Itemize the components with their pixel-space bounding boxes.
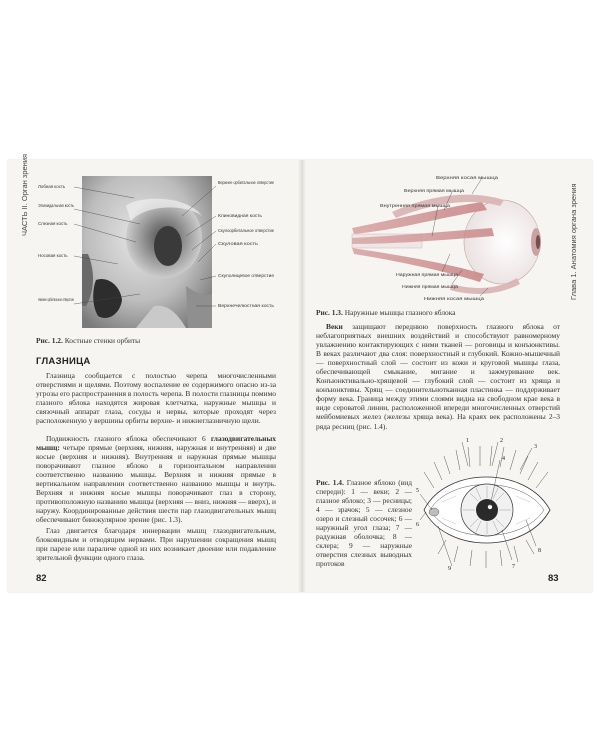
- eye-front-number-8: 8: [538, 548, 541, 554]
- skull-label-lacrimal: Слезная кость: [38, 221, 68, 226]
- muscle-label-lateral-rectus: Наружная прямая мышца: [396, 272, 459, 277]
- muscle-label-inferior-rectus: Нижняя прямая мышца: [402, 284, 459, 289]
- skull-label-maxilla: Верхнечелюстная кость: [218, 303, 275, 308]
- muscle-label-superior-rectus: Верхняя прямая мышца: [404, 188, 465, 193]
- figure-skull-orbit: [36, 176, 276, 332]
- skull-label-superior-orbital: Верхнее орбитальное отверстие: [218, 180, 275, 185]
- eye-front-number-4: 4: [502, 456, 505, 462]
- skull-label-zygomaticofacial: Скулолицевое отверстие: [218, 273, 275, 278]
- muscle-label-superior-oblique: Верхняя косая мышца: [436, 175, 499, 180]
- figure-eye-front: [416, 436, 562, 572]
- skull-label-zygomatico-orbital: Скулоорбитальное отверстие: [218, 228, 275, 233]
- eye-front-number-5: 5: [416, 488, 419, 494]
- eye-front-number-3: 3: [534, 444, 537, 450]
- skull-label-sphenoid: Клиновидная кость: [218, 213, 263, 218]
- figure-eye-muscles: [332, 172, 552, 304]
- skull-label-frontal: Лобная кость: [38, 184, 66, 189]
- skull-label-ethmoid: Этмоидальная кость: [38, 203, 75, 208]
- eye-front-number-2: 2: [500, 438, 503, 444]
- eyelids-paragraph-rest: защищают переднюю поверхность глазного яблока от неблагоприятных внешних воздействий и способствуют равномерному увлажнению контактирующих с ними тканей — роговицы и конъюнктивы. В веках различают два слоя: поверхностный и глубокий. Кожно-мышечный — поверхностный слой — состоит из кожи и круговой мышцы глаза, обеспечивающей смыкание, мигание и зажмуривание век. Конъюнктивально-хрящевой — глубокий слой — состоит из хряща и конъюнктивы. Хрящ — соединительнотканная пластинка — поддерживает форму века. Граница между этими слоями видна на свободном крае века в виде сероватой линии, расположенной впереди многочисленных отверстий мейбомиевых желез (железы хряща века). На краях век расположены 2–3 ряда ресниц (рис. 1.4).: [316, 322, 561, 431]
- orbit-paragraph-2-bold: глазодвигательных мышц:: [36, 434, 276, 453]
- skull-label-nasal: Носовая кость: [38, 253, 68, 258]
- eye-front-number-1: 1: [466, 438, 469, 444]
- page-number-right: 83: [548, 573, 559, 584]
- figure-1-3-caption: [316, 308, 556, 317]
- eye-front-number-6: 6: [416, 522, 419, 528]
- eye-front-number-9: 9: [448, 566, 451, 572]
- figure-1-4-caption-text: Глазное яблоко (вид спереди): 1 — веки; 2 — глазное яблоко; 3 — ресницы; 4 — зрачок; 5 — слезное озеро и слезный сосочек; 6 — наружный угол глаза; 7 — радужная оболочка; 8 — склера; 9 — наружные отверстия слезных выводных протоков: [316, 478, 412, 568]
- page-number-left: 82: [36, 573, 47, 584]
- orbit-paragraph-1: Глазница сообщается с полостью черепа многочисленными отверстиями и щелями. Поэтому воспаление ее содержимого опасно из-за угрозы его распространения в полость черепа. В полости глазницы помимо глазного яблока находятся жировая клетчатка, наружные мышцы и связочный аппарат глаза, сосуды и нервы, которые проходят через расположенную у вершины орбиты верхне- и нижнеглазничную щели.: [36, 371, 276, 426]
- figure-1-4-caption: [316, 478, 412, 568]
- orbit-paragraph-2: [36, 434, 276, 524]
- orbit-paragraph-2-rest: четыре прямые (верхняя, нижняя, наружная и внутренняя) и две косые (верхняя и нижняя). Внутренняя и наружная прямые мышцы поворачивают глазное яблоко в горизонтальном направлении соответственно названию мышцы. Верхняя и нижняя прямые в вертикальном направлении соответственно названию мышцы и внутрь. Верхняя и нижняя косые мышцы поворачивают глаз в сторону, противоположную названию мышцы (верхняя — вниз, нижняя — вверх), и наружу. Координированные действия шести пар глазодвигательных мышц обеспечивают бинокулярное зрение (рис. 1.3).: [36, 443, 277, 525]
- orbit-paragraph-3: Глаз двигается благодаря иннервации мышц глазодвигательным, блоковидным и отводящим нервами. При нарушении сокращения мышц при парезе или параличе одной из них возникает двоение или подавление зрительной функции одного глаза.: [36, 526, 276, 563]
- section-heading-orbit: ГЛАЗНИЦА: [36, 356, 91, 367]
- figure-1-3-caption-label: Рис. 1.3.: [316, 308, 343, 317]
- muscle-label-inferior-oblique: Нижняя косая мышца: [424, 296, 485, 301]
- figure-1-2-caption: [36, 336, 276, 345]
- eyelids-paragraph: [316, 322, 560, 431]
- running-head-right: Глава 1. Анатомия органа зрения: [569, 183, 578, 300]
- muscle-label-medial-rectus: Внутренняя прямая мышца: [380, 203, 451, 208]
- skull-label-inferior-orbital: Нижнее орбитальное отверстие: [38, 297, 75, 302]
- eye-front-number-7: 7: [512, 564, 515, 570]
- skull-label-zygomatic: Скуловая кость: [218, 241, 259, 246]
- running-head-left: ЧАСТЬ II. Орган зрения: [20, 153, 29, 236]
- figure-1-2-caption-label: Рис. 1.2.: [36, 336, 63, 345]
- orbit-paragraph-2-start: Подвижность глазного яблока обеспечивают 6: [46, 434, 206, 443]
- eyelids-paragraph-bold: Веки: [326, 322, 343, 331]
- figure-1-3-caption-text: Наружные мышцы глазного яблока: [344, 308, 456, 317]
- figure-1-4-caption-label: Рис. 1.4.: [316, 478, 344, 487]
- figure-1-2-caption-text: Костные стенки орбиты: [64, 336, 141, 345]
- book-gutter: [298, 160, 306, 592]
